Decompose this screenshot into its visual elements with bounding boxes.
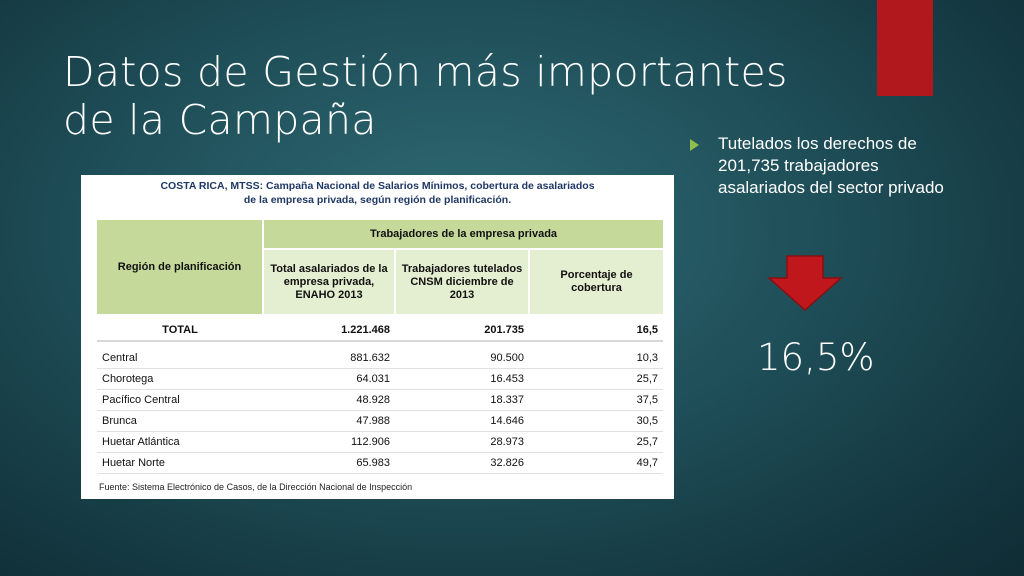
cell-percentage: 37,5 <box>529 390 663 411</box>
red-down-arrow-icon <box>765 254 845 312</box>
cell-tutelados: 28.973 <box>395 432 529 453</box>
cell-region: Huetar Atlántica <box>97 432 263 453</box>
table-row <box>97 348 663 369</box>
slide-title <box>63 48 863 144</box>
red-accent-tab <box>877 0 933 96</box>
table-row <box>97 369 663 390</box>
cell-total: 48.928 <box>263 390 395 411</box>
caption-line-2: de la empresa privada, según región de planificación. <box>243 194 512 206</box>
cell-region: Huetar Norte <box>97 453 263 474</box>
cell-region: Pacífico Central <box>97 390 263 411</box>
cell-tutelados: 14.646 <box>395 411 529 432</box>
header-percentage: Porcentaje de cobertura <box>529 249 663 314</box>
table-row <box>97 411 663 432</box>
cell-tutelados: 18.337 <box>395 390 529 411</box>
cell-tutelados: 16.453 <box>395 369 529 390</box>
cell-percentage: 49,7 <box>529 453 663 474</box>
cell-percentage: 25,7 <box>529 432 663 453</box>
cell-tutelados: 32.826 <box>395 453 529 474</box>
table-caption <box>81 179 674 207</box>
table-row <box>97 432 663 453</box>
title-line-2: de la Campaña <box>63 96 377 144</box>
coverage-percentage: 16,5% <box>757 336 875 379</box>
cell-percentage: 16,5 <box>529 320 663 341</box>
header-region: Región de planificación <box>97 220 263 314</box>
header-tutelados: Trabajadores tutelados CNSM diciembre de 2013 <box>395 249 529 314</box>
cell-percentage: 10,3 <box>529 348 663 369</box>
title-line-1: Datos de Gestión más importantes <box>63 48 788 96</box>
cell-total: 112.906 <box>263 432 395 453</box>
cell-tutelados: 201.735 <box>395 320 529 341</box>
cell-total: 65.983 <box>263 453 395 474</box>
header-total: Total asalariados de la empresa privada, ENAHO 2013 <box>263 249 395 314</box>
cell-percentage: 30,5 <box>529 411 663 432</box>
coverage-table <box>97 220 663 474</box>
cell-total: 881.632 <box>263 348 395 369</box>
cell-total: 47.988 <box>263 411 395 432</box>
header-group: Trabajadores de la empresa privada <box>263 220 663 249</box>
cell-region: Chorotega <box>97 369 263 390</box>
table-row-total <box>97 320 663 341</box>
table-source-note: Fuente: Sistema Electrónico de Casos, de la Dirección Nacional de Inspección <box>99 482 413 492</box>
data-table-image <box>81 175 674 499</box>
cell-region: Brunca <box>97 411 263 432</box>
cell-tutelados: 90.500 <box>395 348 529 369</box>
cell-region: Central <box>97 348 263 369</box>
triangle-bullet-icon <box>690 139 699 151</box>
caption-line-1: COSTA RICA, MTSS: Campaña Nacional de Salarios Mínimos, cobertura de asalariados <box>160 180 595 192</box>
table-row <box>97 453 663 474</box>
cell-total: 64.031 <box>263 369 395 390</box>
cell-percentage: 25,7 <box>529 369 663 390</box>
bullet-text: Tutelados los derechos de 201,735 trabajadores asalariados del sector privado <box>718 134 944 197</box>
cell-total: 1.221.468 <box>263 320 395 341</box>
table-row <box>97 390 663 411</box>
cell-region: TOTAL <box>97 320 263 341</box>
bullet-item <box>690 133 990 199</box>
